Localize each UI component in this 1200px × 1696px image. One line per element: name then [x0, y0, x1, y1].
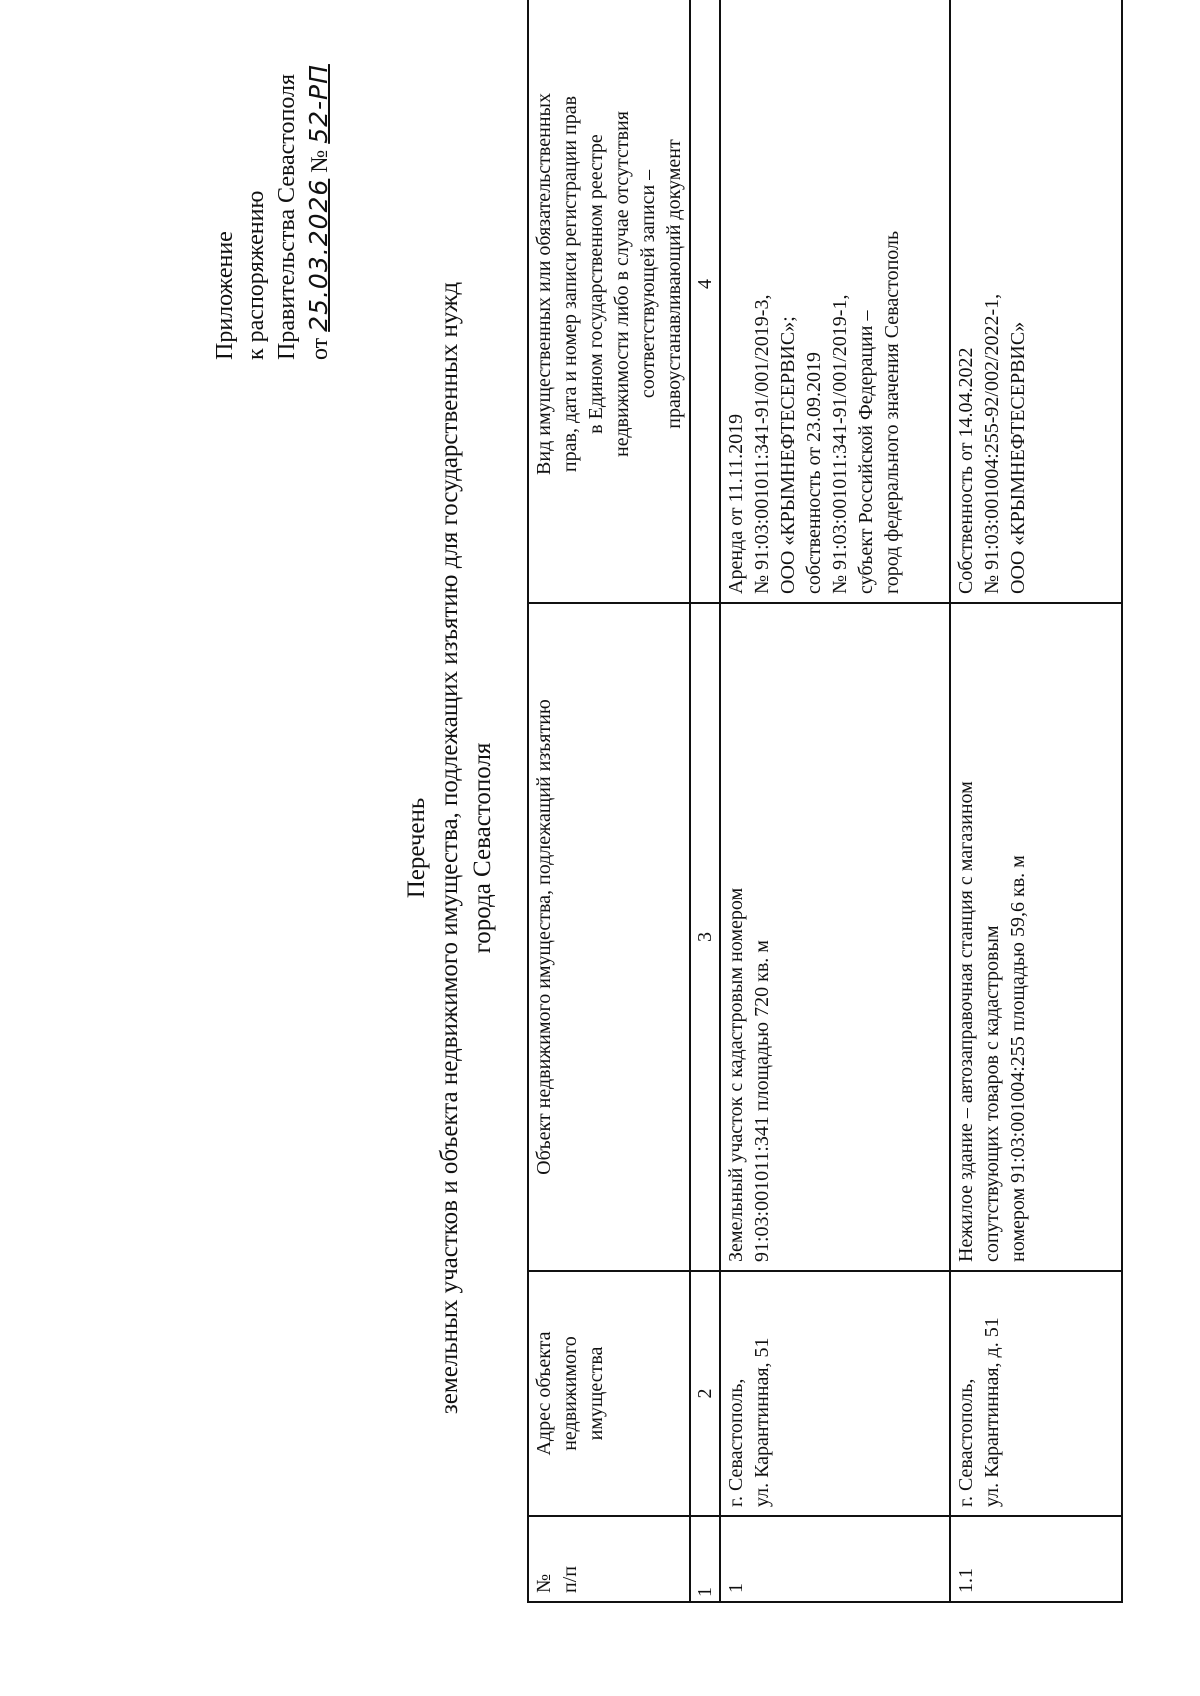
row-object: Нежилое здание – автозаправочная станция с магазином сопутствующих товаров с кадастровым номером 91:03:001004:255 площадью 59,6 кв. м: [950, 603, 1122, 1271]
column-number: 2: [690, 1271, 720, 1516]
document-subtitle: земельных участков и объекта недвижимого имущества, подлежащих изъятию для государственных нужд: [436, 281, 463, 1415]
appendix-title: Приложение: [212, 231, 238, 360]
row-rights: Собственность от 14.04.2022 № 91:03:001004:255-92/002/2022-1, ООО «КРЫМНЕФТЕСЕРВИС»: [950, 0, 1122, 603]
column-number: 3: [690, 603, 720, 1271]
table-row: [950, 0, 1122, 1602]
appendix-block: [210, 0, 336, 360]
row-address: г. Севастополь, ул. Карантинная, 51: [720, 1271, 950, 1516]
table-header-row: [528, 0, 690, 1602]
row-number: 1: [720, 1516, 950, 1602]
column-number: 4: [690, 0, 720, 603]
appendix-line: к распоряжению: [243, 190, 269, 360]
appendix-authority: Правительства Севастополя: [274, 73, 300, 360]
document-heading: [400, 0, 499, 1696]
handwritten-date: 25.03.2026: [304, 178, 333, 332]
number-prefix: №: [307, 149, 333, 173]
column-number-row: [690, 0, 720, 1602]
column-header-object: Объект недвижимого имущества, подлежащий изъятию: [528, 603, 690, 1271]
column-header-address: Адрес объекта недвижимого имущества: [528, 1271, 690, 1516]
appendix-date-line: [303, 0, 336, 360]
property-table: [527, 0, 1123, 1603]
row-object: Земельный участок с кадастровым номером 91:03:001011:341 площадью 720 кв. м: [720, 603, 950, 1271]
column-header-number: № п/п: [528, 1516, 690, 1602]
column-number: 1: [690, 1516, 720, 1602]
row-address: г. Севастополь, ул. Карантинная, д. 51: [950, 1271, 1122, 1516]
table-row: [720, 0, 950, 1602]
document-title: Перечень: [403, 797, 430, 899]
handwritten-number: 52-РП: [304, 64, 333, 144]
column-header-rights: Вид имущественных или обязательственных прав, дата и номер записи регистрации прав в Едином государственном реестре недвижимости либо в случае отсутствия соответствующей записи – правоустанавливающий документ: [528, 0, 690, 603]
row-rights: Аренда от 11.11.2019 № 91:03:001011:341-91/001/2019-3, ООО «КРЫМНЕФТЕСЕРВИС»; собственность от 23.09.2019 № 91:03:001011:341-91/001/2019-1, субъект Российской Федерации – город федерального значения Севастополь: [720, 0, 950, 603]
document-subtitle-cont: города Севастополя: [469, 742, 496, 954]
date-prefix: от: [307, 337, 333, 360]
row-number: 1.1: [950, 1516, 1122, 1602]
